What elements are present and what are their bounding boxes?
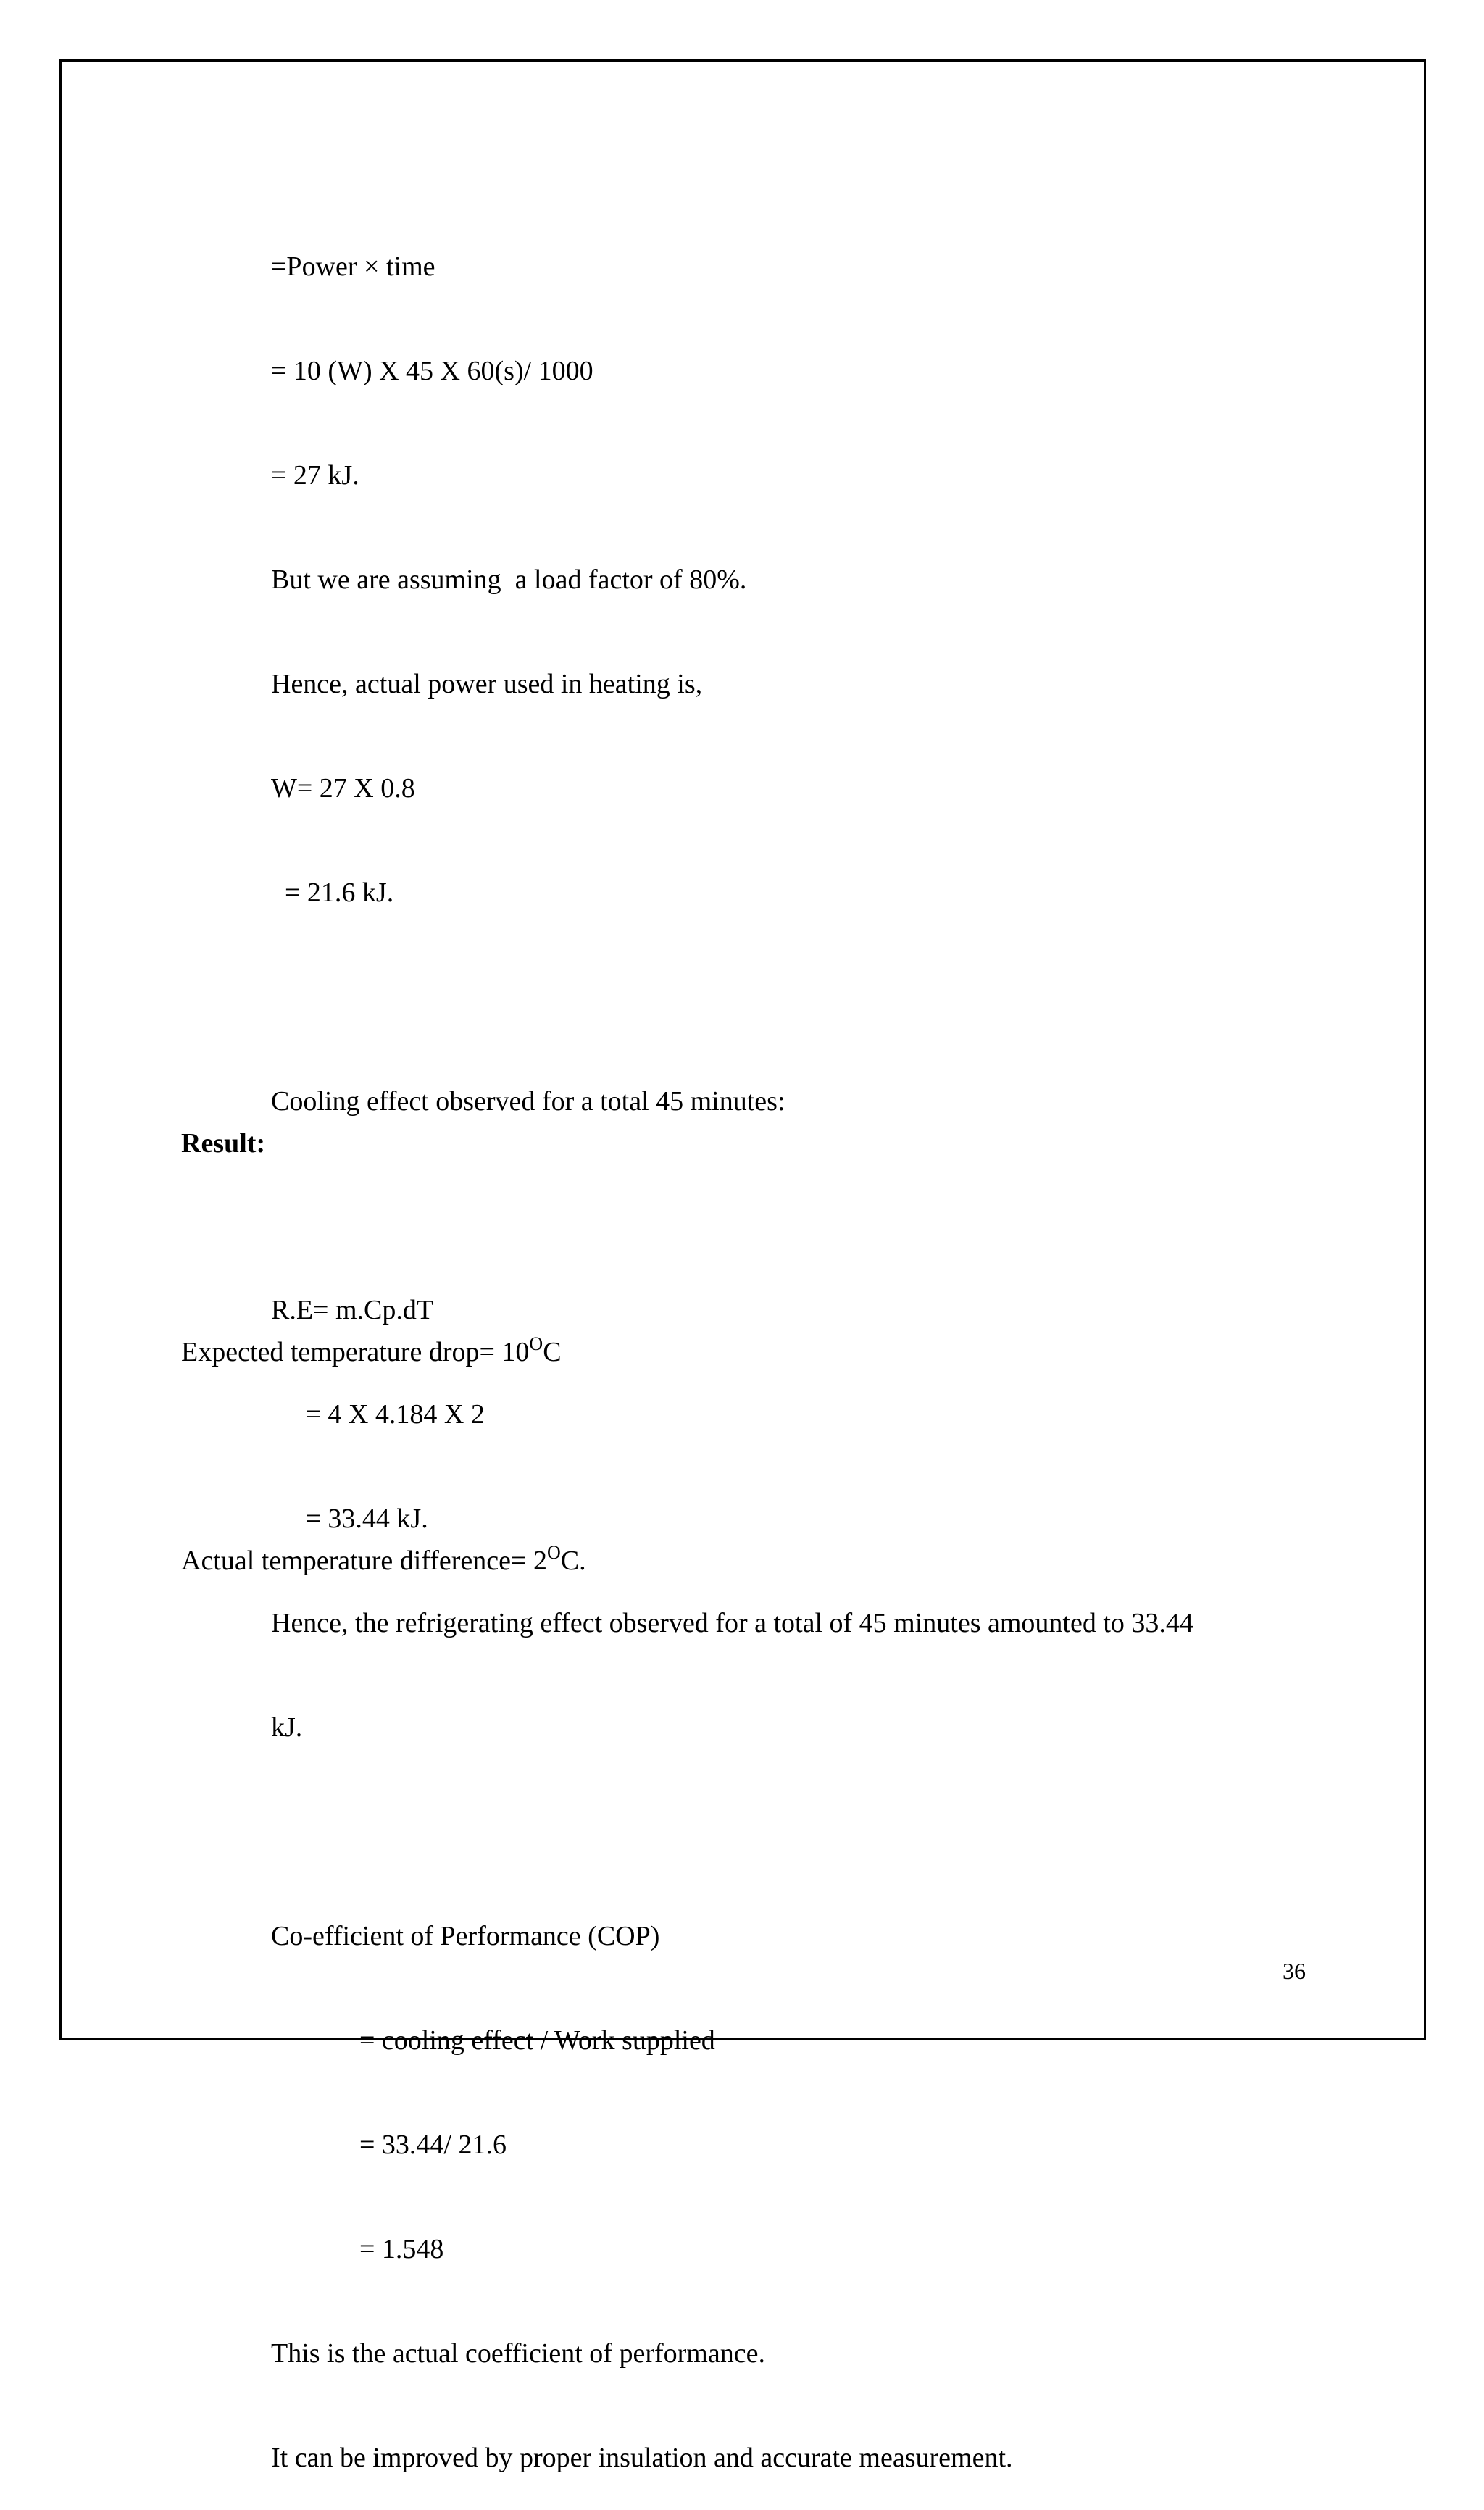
work-line: = 27 kJ. [271, 460, 359, 491]
actual-temperature-difference [181, 1543, 586, 1578]
closing-line: This is the actual coefficient of performance. [271, 2338, 765, 2369]
page-number: 36 [1283, 1958, 1306, 1984]
cop-line: = 33.44/ 21.6 [359, 2130, 507, 2160]
work-line: Hence, actual power used in heating is, [271, 669, 703, 699]
work-line: W= 27 X 0.8 [271, 773, 415, 804]
expected-unit: C [543, 1337, 562, 1367]
work-line: = 10 (W) X 45 X 60(s)/ 1000 [271, 356, 593, 386]
actual-label: Actual temperature difference= 2 [181, 1546, 547, 1576]
cop-line: = cooling effect / Work supplied [359, 2025, 715, 2056]
re-conclusion: Hence, the refrigerating effect observed for a total of 45 minutes amounted to 33.44 [271, 1608, 1193, 1638]
re-conclusion: kJ. [271, 1712, 303, 1743]
work-line: = 21.6 kJ. [271, 877, 394, 908]
actual-unit: C. [560, 1546, 586, 1576]
cop-heading: Co-efficient of Performance (COP) [271, 1921, 660, 1951]
work-line: But we are assuming a load factor of 80%. [271, 564, 747, 595]
closing-line: It can be improved by proper insulation and accurate measurement. [271, 2443, 1013, 2473]
expected-degree-sup: O [529, 1333, 543, 1354]
re-line: R.E= m.Cp.dT [271, 1295, 434, 1325]
expected-temperature-drop [181, 1335, 586, 1369]
expected-label: Expected temperature drop= 10 [181, 1337, 530, 1367]
result-block [181, 1056, 586, 1613]
result-heading: Result: [181, 1128, 266, 1159]
actual-degree-sup: O [546, 1542, 561, 1563]
work-line: =Power × time [271, 251, 435, 282]
cop-line: = 1.548 [359, 2234, 444, 2264]
re-line: = 33.44 kJ. [271, 1504, 428, 1534]
re-line: = 4 X 4.184 X 2 [271, 1399, 485, 1430]
cooling-heading: Cooling effect observed for a total 45 minutes: [271, 1086, 785, 1117]
